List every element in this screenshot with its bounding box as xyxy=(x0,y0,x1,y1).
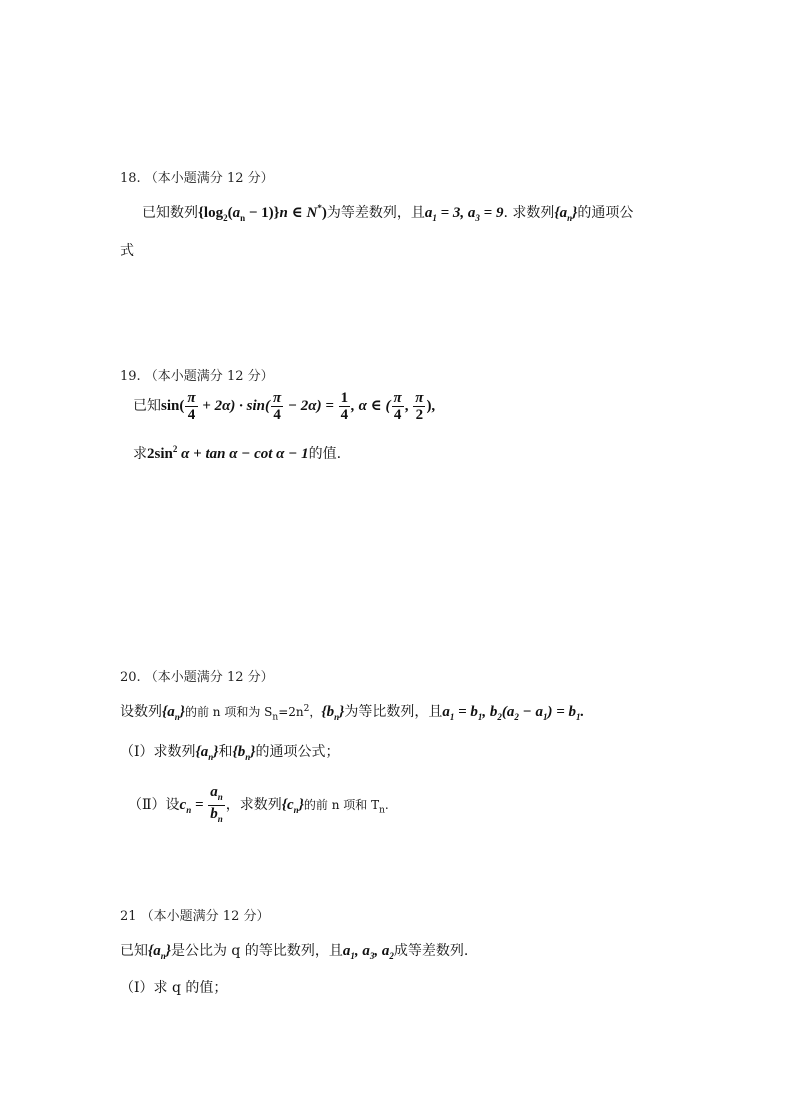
q21-part1: （Ⅰ）求 q 的值； xyxy=(120,980,228,996)
q18-heading: 18. （本小题满分 12 分） xyxy=(120,171,274,186)
q19-expr: $2\sin^2$ α + tan α − cot α − 1 xyxy=(147,444,309,462)
q19-heading: 19. （本小题满分 12 分） xyxy=(120,369,274,384)
q20-heading: 20. （本小题满分 12 分） xyxy=(120,670,274,685)
q20-statement: 设数列$\{a_n\}$的前 n 项和为 $S_n=2n^2$，$\{b_n\}$为等比数列，且$a_1 = b_1$, $b_2(a_2 - a_1) = b_1$. xyxy=(120,704,585,723)
q18-statement xyxy=(142,202,633,223)
q21-statement: 已知$\{a_n\}$是公比为 q 的等比数列，且$a_1$, $a_3$, $a_2$成等差数列. xyxy=(120,943,469,961)
q18-math-an: $\{a_n\}$ xyxy=(554,205,578,223)
q21-heading: 21 （本小题满分 12 分） xyxy=(120,909,270,924)
q18-text: . 求数列 xyxy=(503,205,555,221)
q19-statement: 已知sin( $\frac{\pi}{4}$ + 2α) · sin( $\frac{\pi}{4}$ − 2α) = $\frac{1}{4}$ , α ∈ ( $\frac{\pi}{4}$ , $\frac{\pi}{2}$ ), xyxy=(133,390,436,423)
q20-part2: （Ⅱ）设$c_n$ = $\frac{a_n}{b_n}$ ，求数列$\{c_n\}$的前 n 项和 $T_n$. xyxy=(128,784,389,824)
q18-text: 为等差数列，且 xyxy=(326,205,425,221)
q18-text-wrap: 式 xyxy=(120,243,134,259)
q18-text: 的通项公 xyxy=(577,205,634,221)
q18-math-log: $\{\log_2(a_n - 1)\}n$ ∈ N*) xyxy=(198,203,327,223)
q20-part1: （Ⅰ）求数列$\{a_n\}$和$\{b_n\}$的通项公式； xyxy=(120,744,340,762)
q19-question: 求$2\sin^2$ α + tan α − cot α − 1的值. xyxy=(133,444,342,462)
q18-text: 已知数列 xyxy=(142,205,198,221)
q19-math: sin( $\frac{\pi}{4}$ + 2α) · sin( $\frac{\pi}{4}$ − 2α) = $\frac{1}{4}$ , α ∈ ( $\frac{\pi}{4}$ , $\frac{\pi}{2}$ ), xyxy=(161,390,436,423)
q20-condition: $a_1 = b_1$, $b_2(a_2 - a_1) = b_1$. xyxy=(442,704,585,722)
q18-math-cond: $a_1 = 3$, $a_3 = 9$ xyxy=(424,205,504,223)
